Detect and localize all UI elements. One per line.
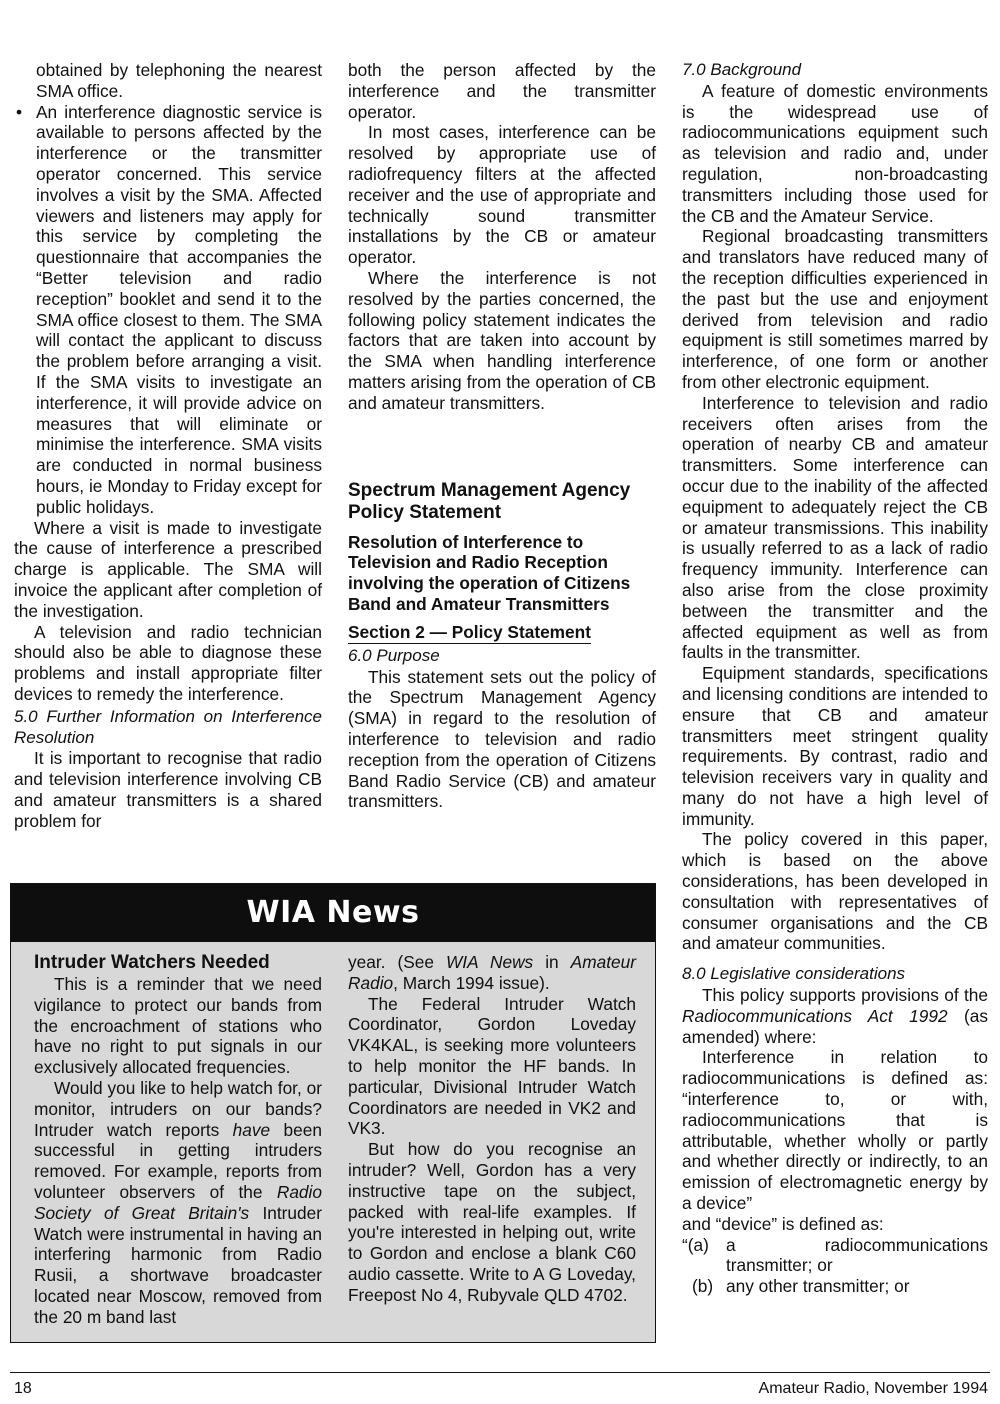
act-title: Radiocommunications Act 1992: [682, 1005, 948, 1026]
spacer: [348, 414, 656, 480]
paragraph: It is important to recognise that radio and television interference involving CB and amateur transmitters is a shared problem for: [14, 748, 322, 831]
column-2: [348, 60, 656, 812]
wia-article-heading: Intruder Watchers Needed: [34, 952, 270, 973]
paragraph: [348, 952, 636, 994]
sma-policy-title: Spectrum Management Agency Policy Statement: [348, 479, 631, 523]
paragraph: In most cases, interference can be resolved by appropriate use of radiofrequency filters at the affected receiver and the use of appropriate and technically sound transmitter installations by the CB or amateur operator.: [348, 122, 656, 268]
paragraph: A television and radio technician should also be able to diagnose these problems and install appropriate filter devices to remedy the interference.: [14, 621, 322, 704]
wia-column-1: [34, 952, 322, 1328]
text-run: been successful in getting intruders removed. For example, reports from volunteer observers of the: [34, 1119, 322, 1202]
wia-column-2: [348, 952, 636, 1306]
section-heading-5: 5.0 Further Information on Interference Resolution: [14, 706, 322, 747]
bullet-item: [14, 102, 322, 518]
wia-news-banner: WIA News: [11, 884, 655, 942]
paragraph: Equipment standards, specifications and licensing conditions are intended to ensure that CB and amateur transmitters meet stringent quality requirements. By contrast, radio and television receivers vary in quality and many do not have a high level of immunity.: [682, 663, 988, 829]
footer-rule: [10, 1372, 990, 1373]
section-2-heading: Section 2 — Policy Statement: [348, 621, 591, 642]
section-heading-7: 7.0 Background: [682, 60, 802, 79]
item-text: any other transmitter; or: [726, 1276, 910, 1297]
column-1: [14, 60, 322, 831]
emphasis: have: [232, 1119, 271, 1140]
item-text: a radiocommunications transmitter; or: [726, 1234, 988, 1276]
text-run: This policy supports provisions of the: [702, 985, 988, 1006]
paragraph: Regional broadcasting transmitters and translators have reduced many of the reception difficulties experienced in the past but the use and enjoyment derived from television and radio equipment is still sometimes marred by interference, of one form or another from other electronic equipment.: [682, 226, 988, 392]
paragraph: [34, 1078, 322, 1328]
column-3: [682, 60, 988, 1297]
item-marker: “(a): [682, 1234, 709, 1255]
page-number: 18: [14, 1380, 32, 1397]
paragraph: [682, 985, 988, 1047]
wia-news-box: [10, 883, 656, 1343]
text-run: year. (See: [348, 952, 446, 972]
paragraph: both the person affected by the interference and the transmitter operator.: [348, 60, 656, 122]
publication-footer: Amateur Radio, November 1994: [758, 1380, 988, 1397]
paragraph: This is a reminder that we need vigilance to protect our bands from the encroachment of stations who have no right to put signals in our exclusively allocated frequencies.: [34, 974, 322, 1078]
paragraph: The policy covered in this paper, which is based on the above considerations, has been developed in consultation with representatives of consumer organisations and the CB and amateur communities.: [682, 829, 988, 954]
paragraph: Interference to television and radio receivers often arises from the operation of nearby CB and amateur transmitters. Some interference can occur due to the inability of the affected equipment to adequately reject the CB or amateur transmissions. This inability is usually referred to as a lack of radio frequency immunity. Interference can also arise from the close proximity between the transmitter and the affected equipment as well as from faults in the transmitter.: [682, 392, 988, 663]
paragraph: Where a visit is made to investigate the cause of interference a prescribed charge is applicable. The SMA will invoice the applicant after completion of the investigation.: [14, 517, 322, 621]
emphasis: Radio Society of Great Britain's: [34, 1181, 322, 1223]
text-run: (as amended) where:: [682, 1005, 989, 1047]
text-run: in: [533, 952, 571, 972]
bullet-text: An interference diagnostic service is available to persons affected by the interference or the transmitter operator concerned. This service involves a visit by the SMA. Affected viewers and listeners may apply for this service by completing the questionnaire that accompanies the “Better television and radio reception” booklet and send it to the SMA office closest to them. The SMA will contact the applicant to discuss the problem before arranging a visit. If the SMA visits to investigate an interference, it will provide advice on measures that will eliminate or minimise the interference. SMA visits are conducted in normal business hours, ie Monday to Friday except for public holidays.: [36, 101, 322, 517]
paragraph: Interference in relation to radiocommunications is defined as: “interference to, or with, radiocommunications that is attributable, whether wholly or partly and whether directly or indirectly, to an emission of electromagnetic energy by a device”: [682, 1047, 988, 1214]
bullet-icon: •: [16, 101, 23, 122]
paragraph: This statement sets out the policy of the Spectrum Management Agency (SMA) in regard to the resolution of interference to television and radio reception from the operation of Citizens Band Radio Service (CB) and amateur transmitters.: [348, 666, 656, 812]
sma-policy-subtitle: Resolution of Interference to Television and Radio Reception involving the operation of Citizens Band and Amateur Transmitters: [348, 531, 631, 614]
paragraph: But how do you recognise an intruder? Well, Gordon has a very instructive tape on the subject, packed with real-life examples. If you're interested in helping out, write to Gordon and enclose a blank C60 audio cassette. Write to A G Loveday, Freepost No 4, Rubyvale QLD 4702.: [348, 1139, 636, 1305]
paragraph: obtained by telephoning the nearest SMA office.: [36, 60, 322, 101]
paragraph: The Federal Intruder Watch Coordinator, Gordon Loveday VK4KAL, is seeking more volunteers to help monitor the HF bands. In particular, Divisional Intruder Watch Coordinators are needed in VK2 and VK3.: [348, 993, 636, 1139]
emphasis: WIA News: [445, 952, 534, 972]
text-run: Intruder Watch were instrumental in having an interfering harmonic from Radio Rusii, a shortwave broadcaster located near Moscow, removed from the 20 m band last: [34, 1202, 322, 1327]
item-marker: (b): [692, 1276, 714, 1297]
definition-item-b: [682, 1276, 988, 1297]
paragraph: Where the interference is not resolved by the parties concerned, the following policy statement indicates the factors that are taken into account by the SMA when handling interference matters arising from the operation of CB and amateur transmitters.: [348, 267, 656, 413]
paragraph: and “device” is defined as:: [682, 1213, 884, 1234]
paragraph: A feature of domestic environments is the widespread use of radiocommunications equipment such as television and radio and, under regulation, non-broadcasting transmitters including those used for the CB and the Amateur Service.: [682, 80, 988, 226]
section-heading-8: 8.0 Legislative considerations: [682, 964, 906, 984]
text-run: , March 1994 issue).: [393, 972, 550, 993]
emphasis: Amateur Radio: [348, 952, 636, 993]
definition-item-a: [682, 1235, 988, 1277]
text-run: Would you like to help watch for, or monitor, intruders on our bands? Intruder watch reports: [34, 1077, 322, 1140]
section-heading-6: 6.0 Purpose: [348, 645, 440, 665]
